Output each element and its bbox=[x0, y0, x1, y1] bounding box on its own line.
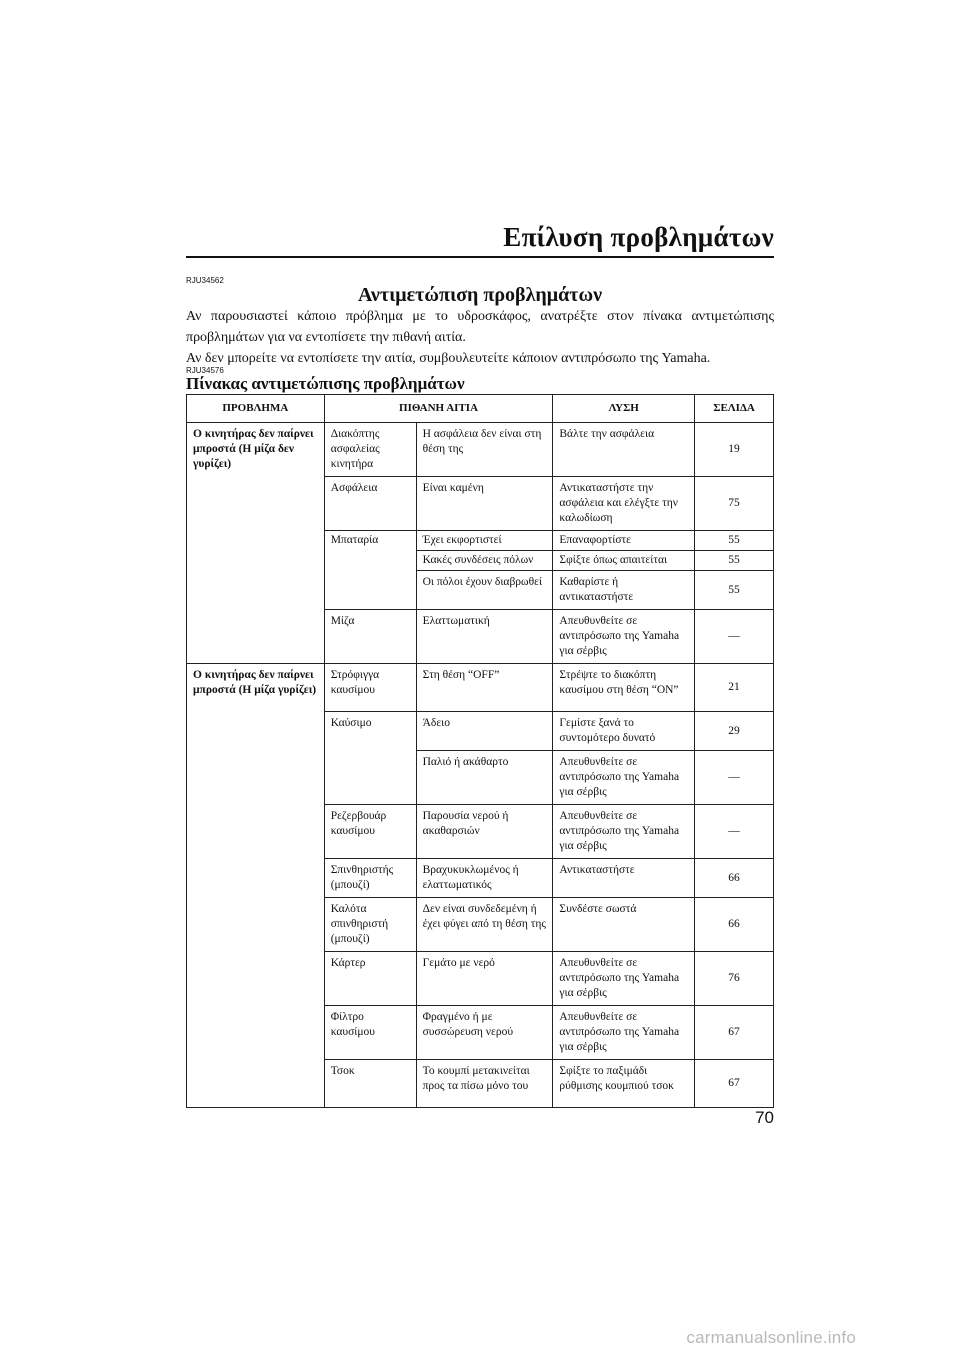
solution-cell: Αντικαταστήστε την ασφάλεια και ελέγξτε την καλωδίωση bbox=[553, 477, 695, 531]
cause-cell: Η ασφάλεια δεν είναι στη θέση της bbox=[416, 423, 553, 477]
component-cell: Ασφάλεια bbox=[324, 477, 416, 531]
cause-cell: Είναι καμένη bbox=[416, 477, 553, 531]
page-cell: 75 bbox=[695, 477, 774, 531]
section-code: RJU34562 bbox=[186, 276, 224, 285]
solution-cell: Απευθυνθείτε σε αντιπρόσωπο της Yamaha για σέρβις bbox=[553, 805, 695, 859]
header-page: ΣΕΛΙΔΑ bbox=[695, 395, 774, 423]
cause-cell: Οι πόλοι έχουν διαβρωθεί bbox=[416, 571, 553, 610]
header-solution: ΛΥΣΗ bbox=[553, 395, 695, 423]
solution-cell: Σφίξτε το παξιμάδι ρύθμισης κουμπιού τσοκ bbox=[553, 1060, 695, 1108]
intro-paragraph-2: Αν δεν μπορείτε να εντοπίσετε την αιτία, συμβουλευτείτε κάποιον αντιπρόσωπο της Yamaha. bbox=[186, 351, 711, 366]
page-cell: 19 bbox=[695, 423, 774, 477]
problem-cell: Ο κινητήρας δεν παίρνει μπροστά (Η μίζα γυρίζει) bbox=[187, 664, 325, 1108]
chapter-title: Επίλυση προβλημάτων bbox=[503, 222, 774, 252]
component-cell: Τσοκ bbox=[324, 1060, 416, 1108]
cause-cell: Έχει εκφορτιστεί bbox=[416, 531, 553, 551]
component-cell: Στρόφιγγα καυσίμου bbox=[324, 664, 416, 712]
solution-cell: Αντικαταστήστε bbox=[553, 859, 695, 898]
table-header-row bbox=[187, 395, 774, 423]
problem-cell: Ο κινητήρας δεν παίρνει μπροστά (Η μίζα δεν γυρίζει) bbox=[187, 423, 325, 664]
header-cause: ΠΙΘΑΝΗ ΑΙΤΙΑ bbox=[324, 395, 553, 423]
cause-cell: Το κουμπί μετακινείται προς τα πίσω μόνο του bbox=[416, 1060, 553, 1108]
solution-cell: Απευθυνθείτε σε αντιπρόσωπο της Yamaha για σέρβις bbox=[553, 610, 695, 664]
cause-cell: Παλιό ή ακάθαρτο bbox=[416, 751, 553, 805]
solution-cell: Απευθυνθείτε σε αντιπρόσωπο της Yamaha για σέρβις bbox=[553, 751, 695, 805]
intro-paragraph-1: Αν παρουσιαστεί κάποιο πρόβλημα με το υδροσκάφος, ανατρέξτε στον πίνακα αντιμετώπισης προβλημάτων για να εντοπίσετε την πιθανή αιτία. bbox=[186, 309, 774, 345]
table-row bbox=[187, 664, 774, 712]
cause-cell: Κακές συνδέσεις πόλων bbox=[416, 551, 553, 571]
page-cell: — bbox=[695, 610, 774, 664]
component-cell: Φίλτρο καυσίμου bbox=[324, 1006, 416, 1060]
solution-cell: Καθαρίστε ή αντικαταστήστε bbox=[553, 571, 695, 610]
page-cell: 67 bbox=[695, 1060, 774, 1108]
component-cell: Σπινθηριστής (μπουζί) bbox=[324, 859, 416, 898]
header-problem: ΠΡΟΒΛΗΜΑ bbox=[187, 395, 325, 423]
component-cell: Διακόπτης ασφαλείας κινητήρα bbox=[324, 423, 416, 477]
page-cell: 67 bbox=[695, 1006, 774, 1060]
page-cell: 55 bbox=[695, 571, 774, 610]
component-cell: Καύσιμο bbox=[324, 712, 416, 805]
cause-cell: Άδειο bbox=[416, 712, 553, 751]
page-cell: 55 bbox=[695, 531, 774, 551]
solution-cell: Επαναφορτίστε bbox=[553, 531, 695, 551]
cause-cell: Φραγμένο ή με συσσώρευση νερού bbox=[416, 1006, 553, 1060]
page-cell: 66 bbox=[695, 898, 774, 952]
watermark-link[interactable]: carmanualsonline.info bbox=[686, 1328, 856, 1347]
cause-cell: Ελαττωματική bbox=[416, 610, 553, 664]
component-cell: Κάρτερ bbox=[324, 952, 416, 1006]
page-cell: 29 bbox=[695, 712, 774, 751]
cause-cell: Παρουσία νερού ή ακαθαρσιών bbox=[416, 805, 553, 859]
page-cell: 21 bbox=[695, 664, 774, 712]
component-cell: Καλότα σπινθηριστή (μπουζί) bbox=[324, 898, 416, 952]
intro-text bbox=[186, 306, 774, 369]
page-cell: — bbox=[695, 751, 774, 805]
page-cell: — bbox=[695, 805, 774, 859]
solution-cell: Σφίξτε όπως απαιτείται bbox=[553, 551, 695, 571]
solution-cell: Γεμίστε ξανά το συντομότερο δυνατό bbox=[553, 712, 695, 751]
solution-cell: Βάλτε την ασφάλεια bbox=[553, 423, 695, 477]
solution-cell: Συνδέστε σωστά bbox=[553, 898, 695, 952]
page-cell: 66 bbox=[695, 859, 774, 898]
solution-cell: Απευθυνθείτε σε αντιπρόσωπο της Yamaha για σέρβις bbox=[553, 1006, 695, 1060]
cause-cell: Δεν είναι συνδεδεμένη ή έχει φύγει από τη θέση της bbox=[416, 898, 553, 952]
page-number: 70 bbox=[755, 1108, 774, 1127]
page-cell: 76 bbox=[695, 952, 774, 1006]
solution-cell: Στρέψτε το διακόπτη καυσίμου στη θέση “ON” bbox=[553, 664, 695, 712]
cause-cell: Στη θέση “OFF” bbox=[416, 664, 553, 712]
cause-cell: Βραχυκυκλωμένος ή ελαττωματικός bbox=[416, 859, 553, 898]
section-title: Αντιμετώπιση προβλημάτων bbox=[357, 284, 603, 306]
component-cell: Ρεζερβουάρ καυσίμου bbox=[324, 805, 416, 859]
table-row bbox=[187, 423, 774, 477]
page-cell: 55 bbox=[695, 551, 774, 571]
table-title: Πίνακας αντιμετώπισης προβλημάτων bbox=[186, 374, 465, 393]
cause-cell: Γεμάτο με νερό bbox=[416, 952, 553, 1006]
component-cell: Μίζα bbox=[324, 610, 416, 664]
table-section-code: RJU34576 bbox=[186, 366, 224, 375]
troubleshooting-table bbox=[186, 394, 774, 1108]
solution-cell: Απευθυνθείτε σε αντιπρόσωπο της Yamaha για σέρβις bbox=[553, 952, 695, 1006]
component-cell: Μπαταρία bbox=[324, 531, 416, 610]
chapter-rule bbox=[186, 256, 774, 258]
